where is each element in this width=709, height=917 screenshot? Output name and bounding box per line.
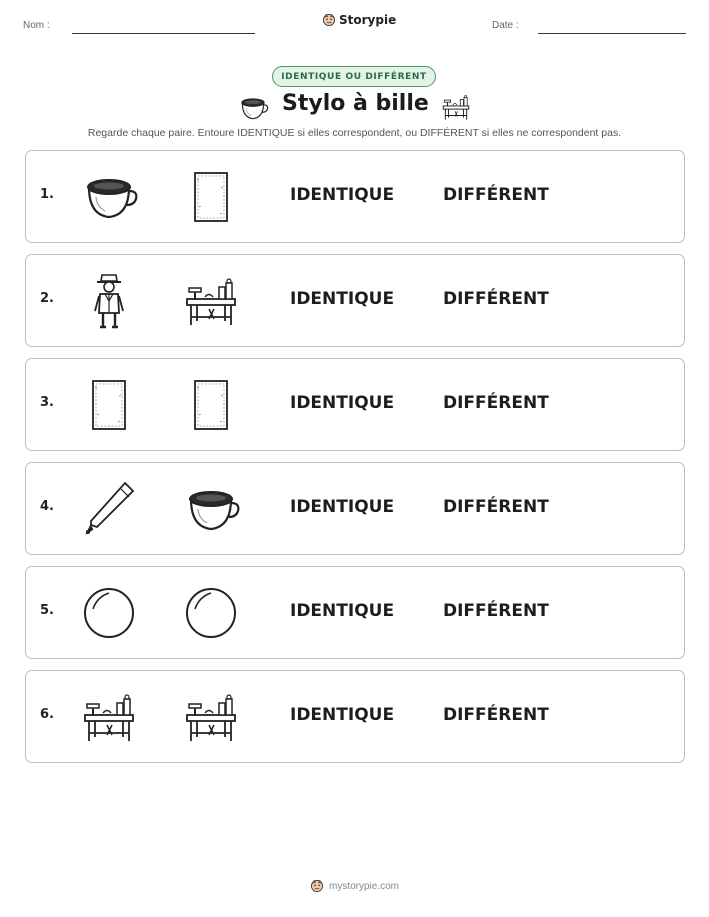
paper-icon [79, 375, 139, 435]
row-number: 4. [40, 499, 54, 514]
mascot-icon [310, 879, 324, 893]
row-number: 1. [40, 187, 54, 202]
workbench-icon [181, 271, 241, 331]
different-option[interactable]: DIFFÉRENT [443, 705, 549, 725]
workbench-icon [440, 91, 472, 123]
mascot-icon [322, 13, 336, 27]
identical-option[interactable]: IDENTIQUE [290, 497, 395, 517]
pot-icon [237, 92, 269, 124]
different-option[interactable]: DIFFÉRENT [443, 393, 549, 413]
paper-icon [181, 375, 241, 435]
ball-icon [181, 583, 241, 643]
pair-row [25, 566, 685, 659]
pen-icon [79, 479, 139, 539]
workbench-icon [79, 687, 139, 747]
row-number: 2. [40, 291, 54, 306]
pair-row [25, 670, 685, 763]
pair-row [25, 358, 685, 451]
title-row [0, 88, 709, 126]
pair-row [25, 254, 685, 347]
identical-option[interactable]: IDENTIQUE [290, 705, 395, 725]
pair-row [25, 462, 685, 555]
detective-icon [79, 271, 139, 331]
paper-icon [181, 167, 241, 227]
row-number: 5. [40, 603, 54, 618]
ball-icon [79, 583, 139, 643]
workbench-icon [181, 687, 241, 747]
date-field[interactable] [538, 33, 686, 34]
brand-logo [322, 13, 396, 27]
identical-option[interactable]: IDENTIQUE [290, 601, 395, 621]
pot-icon [181, 479, 241, 539]
footer-site[interactable]: mystorypie.com [328, 880, 399, 892]
pair-row [25, 150, 685, 243]
date-label: Date : [492, 20, 519, 31]
identical-option[interactable]: IDENTIQUE [290, 289, 395, 309]
page-title: Stylo à bille [282, 91, 429, 116]
row-number: 3. [40, 395, 54, 410]
name-label: Nom : [23, 20, 50, 31]
different-option[interactable]: DIFFÉRENT [443, 185, 549, 205]
footer [0, 879, 709, 893]
worksheet-type-badge: IDENTIQUE OU DIFFÉRENT [272, 66, 436, 87]
identical-option[interactable]: IDENTIQUE [290, 185, 395, 205]
brand-name: Storypie [339, 13, 397, 27]
identical-option[interactable]: IDENTIQUE [290, 393, 395, 413]
instructions: Regarde chaque paire. Entoure IDENTIQUE si elles correspondent, ou DIFFÉRENT si elles ne correspondent pas. [87, 127, 622, 139]
different-option[interactable]: DIFFÉRENT [443, 497, 549, 517]
different-option[interactable]: DIFFÉRENT [443, 601, 549, 621]
name-field[interactable] [72, 33, 255, 34]
row-number: 6. [40, 707, 54, 722]
different-option[interactable]: DIFFÉRENT [443, 289, 549, 309]
pot-icon [79, 167, 139, 227]
